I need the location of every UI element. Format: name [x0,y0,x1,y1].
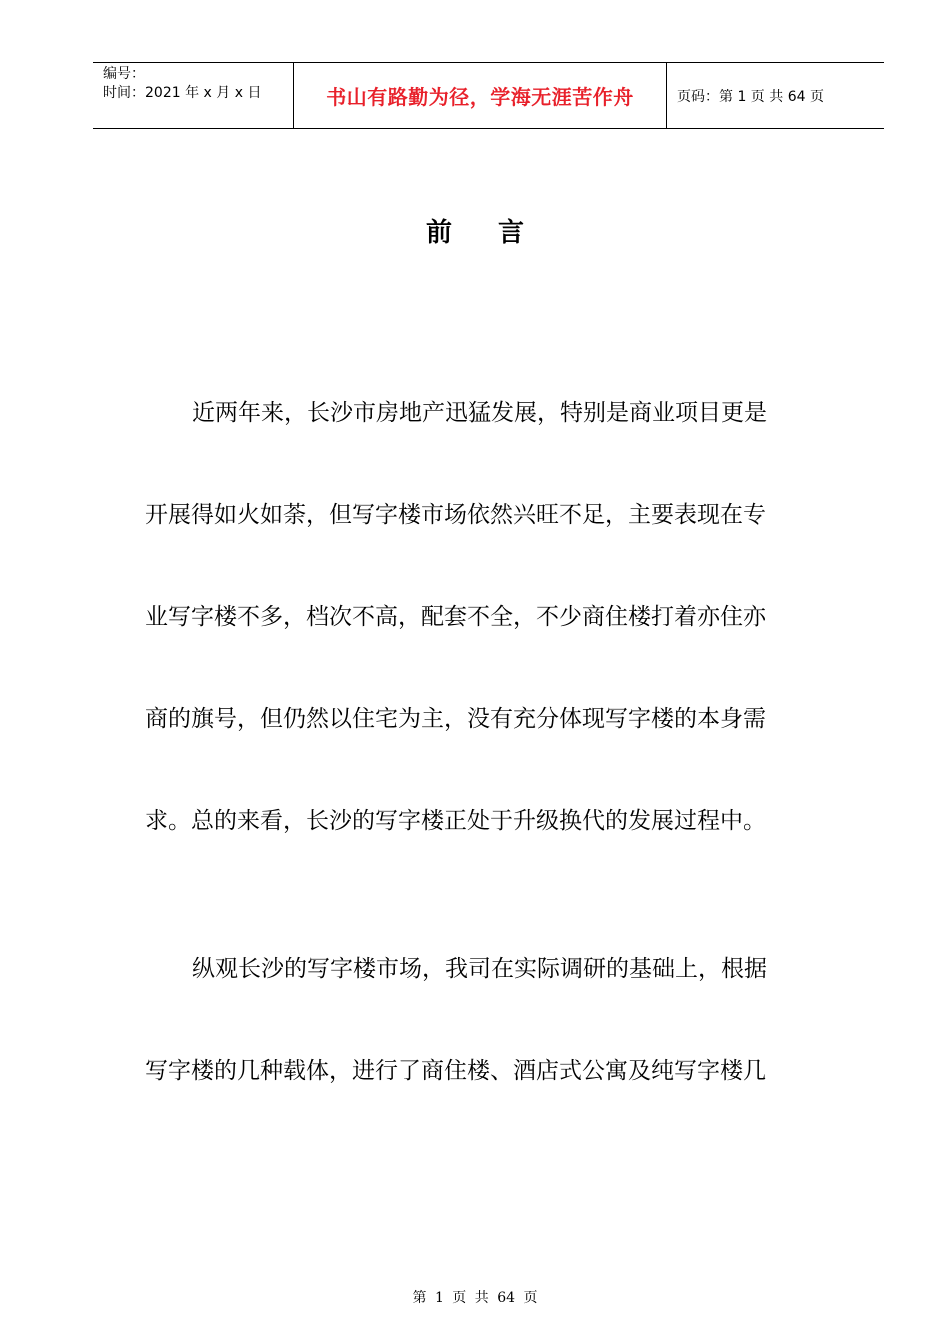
header-meta [93,63,294,128]
header-motto: 书山有路勤为径，学海无涯苦作舟 [294,63,667,128]
page-footer: 第 1 页 共 64 页 [412,1290,538,1306]
paragraph-line: 求。总的来看，长沙的写字楼正处于升级换代的发展过程中。 [145,808,766,834]
paragraph-2 [145,918,845,1122]
paragraph-line: 开展得如火如荼，但写字楼市场依然兴旺不足，主要表现在专 [145,502,766,528]
header-number-label: 编号： [103,66,145,82]
paragraph-line: 商的旗号，但仍然以住宅为主，没有充分体现写字楼的本身需 [145,706,766,732]
paragraph-1 [145,362,845,872]
page-header [93,62,884,129]
page-title: 前言 [425,218,570,248]
paragraph-line: 近两年来，长沙市房地产迅猛发展，特别是商业项目更是 [192,400,767,426]
paragraph-line: 纵观长沙的写字楼市场，我司在实际调研的基础上，根据 [192,956,767,982]
paragraph-line: 业写字楼不多，档次不高，配套不全，不少商住楼打着亦住亦 [145,604,766,630]
header-time-label: 时间：2021 年 x 月 x 日 [103,85,262,101]
header-page-info: 页码：第 1 页 共 64 页 [677,88,824,105]
paragraph-line: 写字楼的几种载体，进行了商住楼、酒店式公寓及纯写字楼几 [145,1058,766,1084]
